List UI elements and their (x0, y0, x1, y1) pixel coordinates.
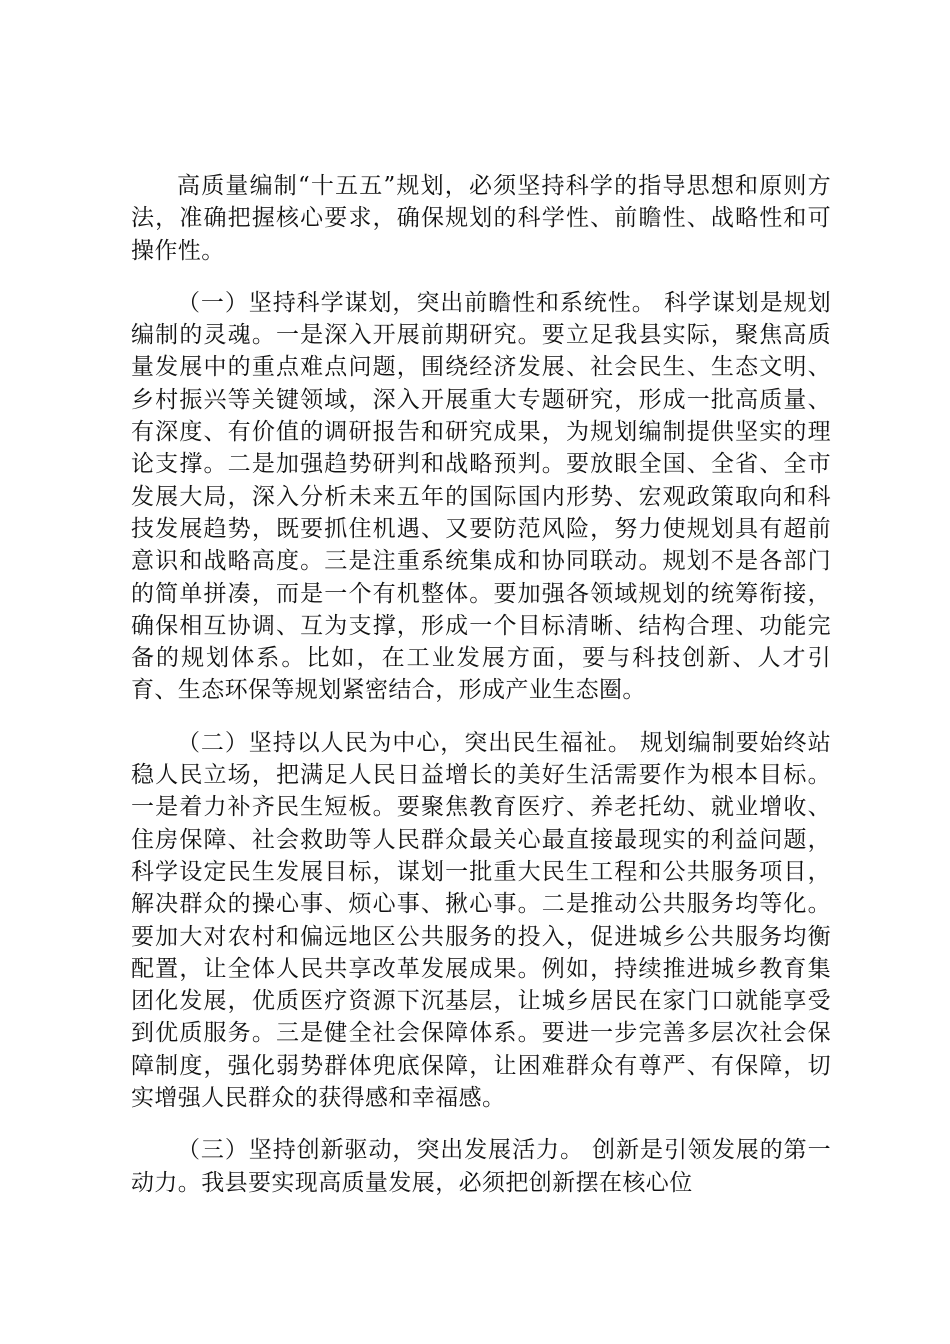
section-3-heading: （三）坚持创新驱动，突出发展活力。 (177, 1137, 584, 1164)
section-2-heading: （二）坚持以人民为中心，突出民生福祉。 (177, 729, 632, 756)
paragraph-text: 高质量编制“十五五”规划，必须坚持科学的指导思想和原则方法，准确把握核心要求，确保规划的科学性、前瞻性、战略性和可操作性。 (131, 173, 831, 264)
document-body (131, 170, 831, 1219)
section-1-heading: （一）坚持科学谋划，突出前瞻性和系统性。 (177, 289, 656, 316)
intro-paragraph (131, 170, 831, 267)
section-1-text: 科学谋划是规划编制的灵魂。一是深入开展前期研究。要立足我县实际，聚焦高质量发展中的重点难点问题，围绕经济发展、社会民生、生态文明、乡村振兴等关键领域，深入开展重大专题研究，形成一批高质量、有深度、有价值的调研报告和研究成果，为规划编制提供坚实的理论支撑。二是加强趋势研判和战略预判。要放眼全国、全省、全市发展大局，深入分析未来五年的国际国内形势、宏观政策取向和科技发展趋势，既要抓住机遇、又要防范风险，努力使规划具有超前意识和战略高度。三是注重系统集成和协同联动。规划不是各部门的简单拼凑，而是一个有机整体。要加强各领域规划的统筹衔接，确保相互协调、互为支撑，形成一个目标清晰、结构合理、功能完备的规划体系。比如，在工业发展方面，要与科技创新、人才引育、生态环保等规划紧密结合，形成产业生态圈。 (131, 289, 832, 704)
section-2-text: 规划编制要始终站稳人民立场，把满足人民日益增长的美好生活需要作为根本目标。一是着力补齐民生短板。要聚焦教育医疗、养老托幼、就业增收、住房保障、社会救助等人民群众最关心最直接最现实的利益问题，科学设定民生发展目标，谋划一批重大民生工程和公共服务项目，解决群众的操心事、烦心事、揪心事。二是推动公共服务均等化。要加大对农村和偏远地区公共服务的投入，促进城乡公共服务均衡配置，让全体人民共享改革发展成果。例如，持续推进城乡教育集团化发展，优质医疗资源下沉基层，让城乡居民在家门口就能享受到优质服务。三是健全社会保障体系。要进一步完善多层次社会保障制度，强化弱势群体兜底保障，让困难群众有尊严、有保障，切实增强人民群众的获得感和幸福感。 (131, 729, 831, 1112)
section-3-text: 创新是引领发展的第一动力。我县要实现高质量发展，必须把创新摆在核心位 (131, 1137, 831, 1196)
section-3-paragraph (131, 1134, 831, 1199)
section-1-paragraph (131, 287, 831, 707)
section-2-paragraph (131, 727, 831, 1115)
